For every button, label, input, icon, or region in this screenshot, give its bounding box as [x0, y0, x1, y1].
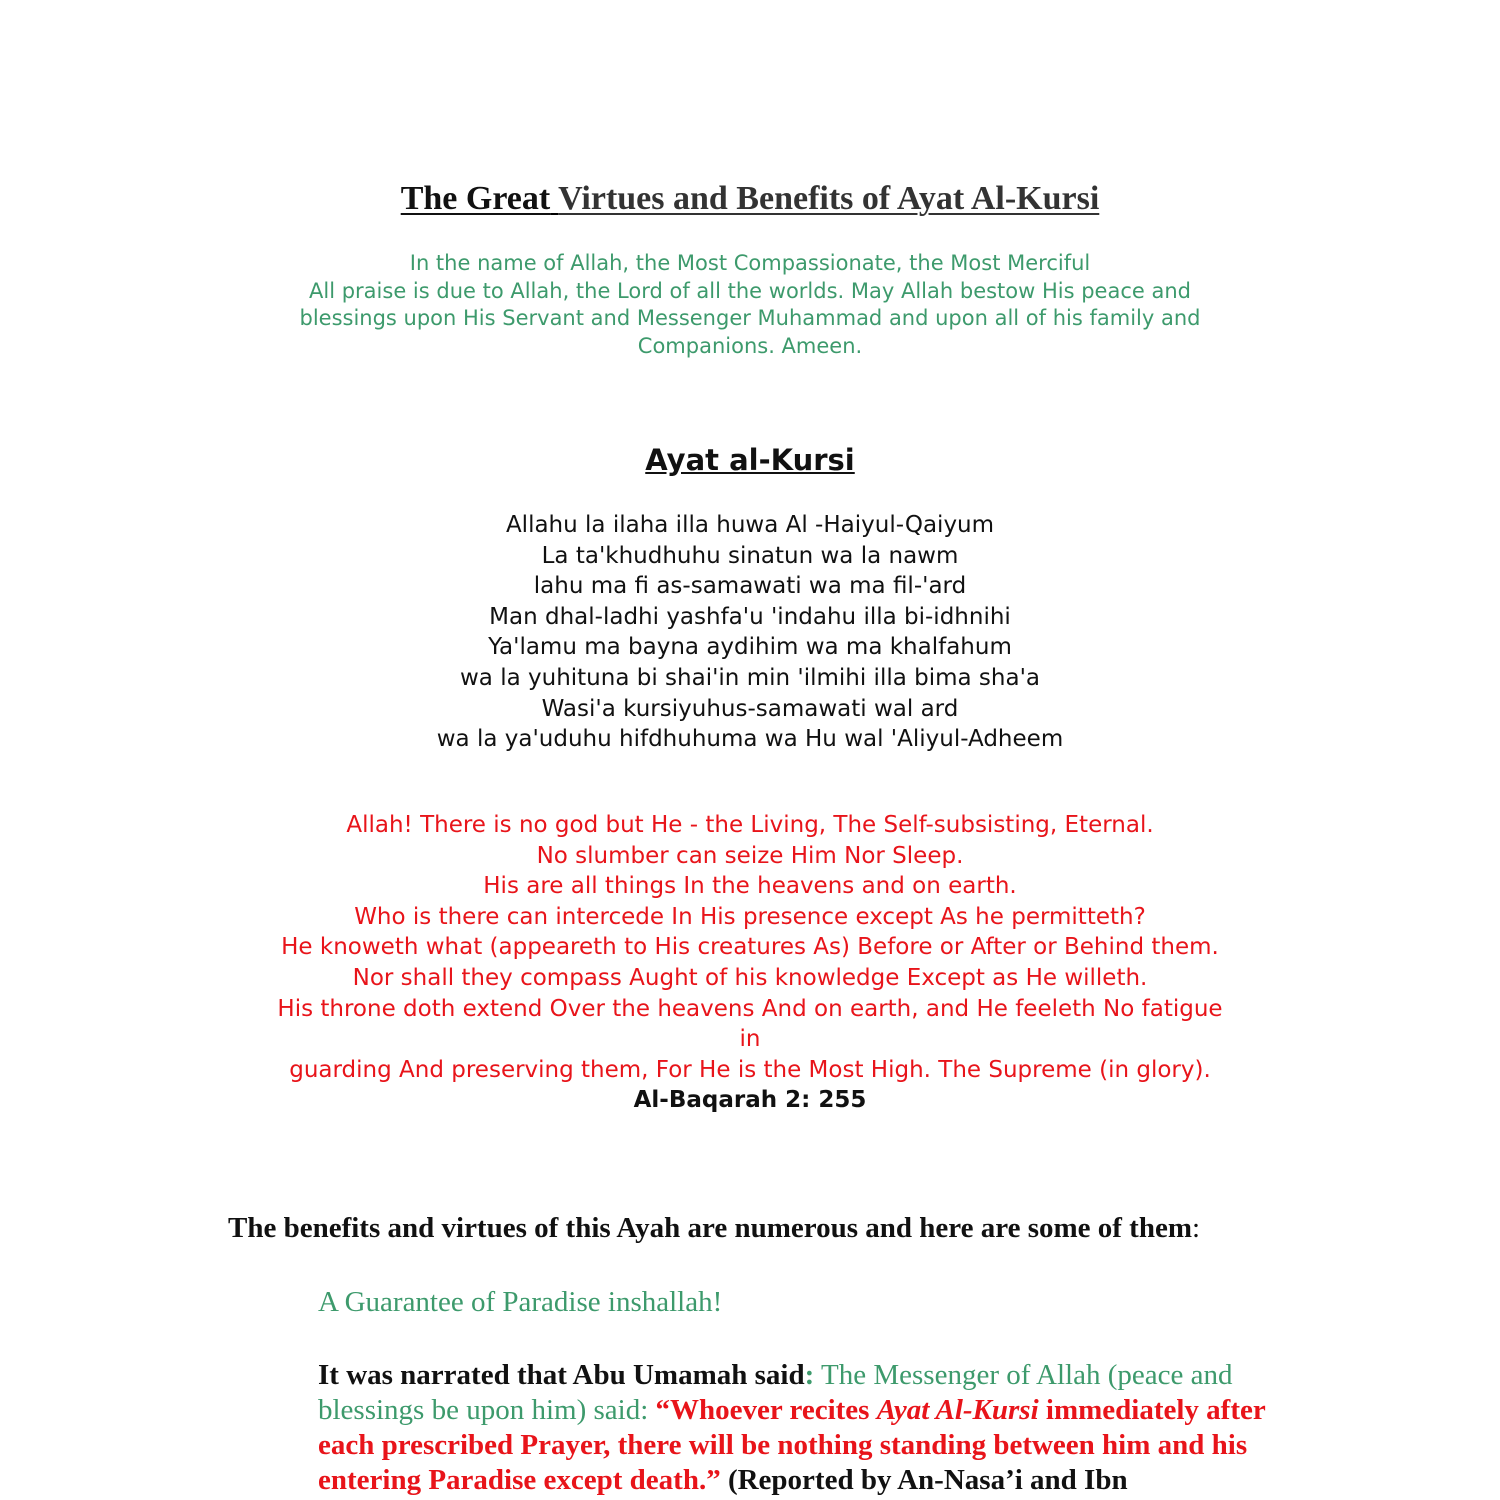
title-part2: Virtues and Benefits of Ayat Al-Kursi: [558, 180, 1100, 217]
transliteration-line: lahu ma fi as-samawati wa ma fil-'ard: [533, 573, 967, 600]
section-heading: Ayat al-Kursi: [645, 443, 855, 477]
translation-line: Who is there can intercede In His presence except As he permitteth?: [354, 903, 1146, 930]
benefits-colon: :: [1191, 1212, 1201, 1244]
translation-line: He knoweth what (appeareth to His creatures As) Before or After or Behind them.: [281, 934, 1219, 961]
hadith-source: (Reported by An-Nasa’i and Ibn: [720, 1464, 1128, 1496]
document-title: [0, 180, 1500, 218]
verse-reference: Al-Baqarah 2: 255: [633, 1087, 867, 1114]
translation-line: Nor shall they compass Aught of his knowledge Except as He willeth.: [352, 964, 1148, 991]
translation-line: His are all things In the heavens and on earth.: [483, 873, 1017, 900]
intro-line: In the name of Allah, the Most Compassionate, the Most Merciful: [409, 251, 1091, 275]
translation-line: No slumber can seize Him Nor Sleep.: [536, 842, 964, 869]
narrator-colon: :: [804, 1359, 815, 1391]
transliteration-line: wa la ya'uduhu hifdhuhuma wa Hu wal 'Aliyul-Adheem: [436, 726, 1064, 753]
transliteration-line: Ya'lamu ma bayna aydihim wa ma khalfahum: [488, 634, 1012, 661]
intro-block: [0, 250, 1500, 361]
translation-line: His throne doth extend Over the heavens And on earth, and He feeleth No fatigue: [277, 995, 1223, 1022]
benefits-heading-text: The benefits and virtues of this Ayah are numerous and here are some of them: [228, 1212, 1192, 1244]
benefits-heading: [228, 1212, 1200, 1245]
hadith-quote-italic: Ayat Al-Kursi: [876, 1394, 1039, 1426]
benefit-title: A Guarantee of Paradise inshallah!: [318, 1286, 723, 1318]
hadith-quote-rest: immediately after each prescribed Prayer, there will be nothing standing between him and his entering Paradise except death.”: [318, 1394, 1266, 1496]
translation-line: guarding And preserving them, For He is the Most High. The Supreme (in glory).: [289, 1056, 1211, 1083]
intro-line: Companions. Ameen.: [637, 334, 863, 359]
narrator: It was narrated that Abu Umamah said: [318, 1359, 805, 1391]
transliteration-line: Man dhal-ladhi yashfa'u 'indahu illa bi-idhnihi: [489, 603, 1011, 630]
translation-line: in: [739, 1026, 761, 1053]
transliteration-line: wa la yuhituna bi shai'in min 'ilmihi illa bima sha'a: [460, 664, 1040, 691]
benefit-paragraph: [318, 1358, 1278, 1498]
transliteration-line: Wasi'a kursiyuhus-samawati wal ard: [541, 695, 959, 722]
intro-line: blessings upon His Servant and Messenger Muhammad and upon all of his family and: [299, 306, 1201, 331]
title-part1: The Great: [400, 180, 551, 217]
translation-line: Allah! There is no god but He - the Living, The Self-subsisting, Eternal.: [346, 812, 1154, 838]
hadith-intro: The Messenger of Allah (peace and blessings be upon him) said:: [318, 1359, 1233, 1426]
translation-block: [0, 810, 1500, 1116]
intro-line: All praise is due to Allah, the Lord of all the worlds. May Allah bestow His peace and: [309, 278, 1191, 303]
transliteration-line: La ta'khudhuhu sinatun wa la nawm: [541, 542, 959, 569]
transliteration-block: [0, 510, 1500, 755]
hadith-quote-open: “Whoever recites: [655, 1394, 877, 1426]
transliteration-line: Allahu la ilaha illa huwa Al -Haiyul-Qaiyum: [505, 512, 995, 538]
